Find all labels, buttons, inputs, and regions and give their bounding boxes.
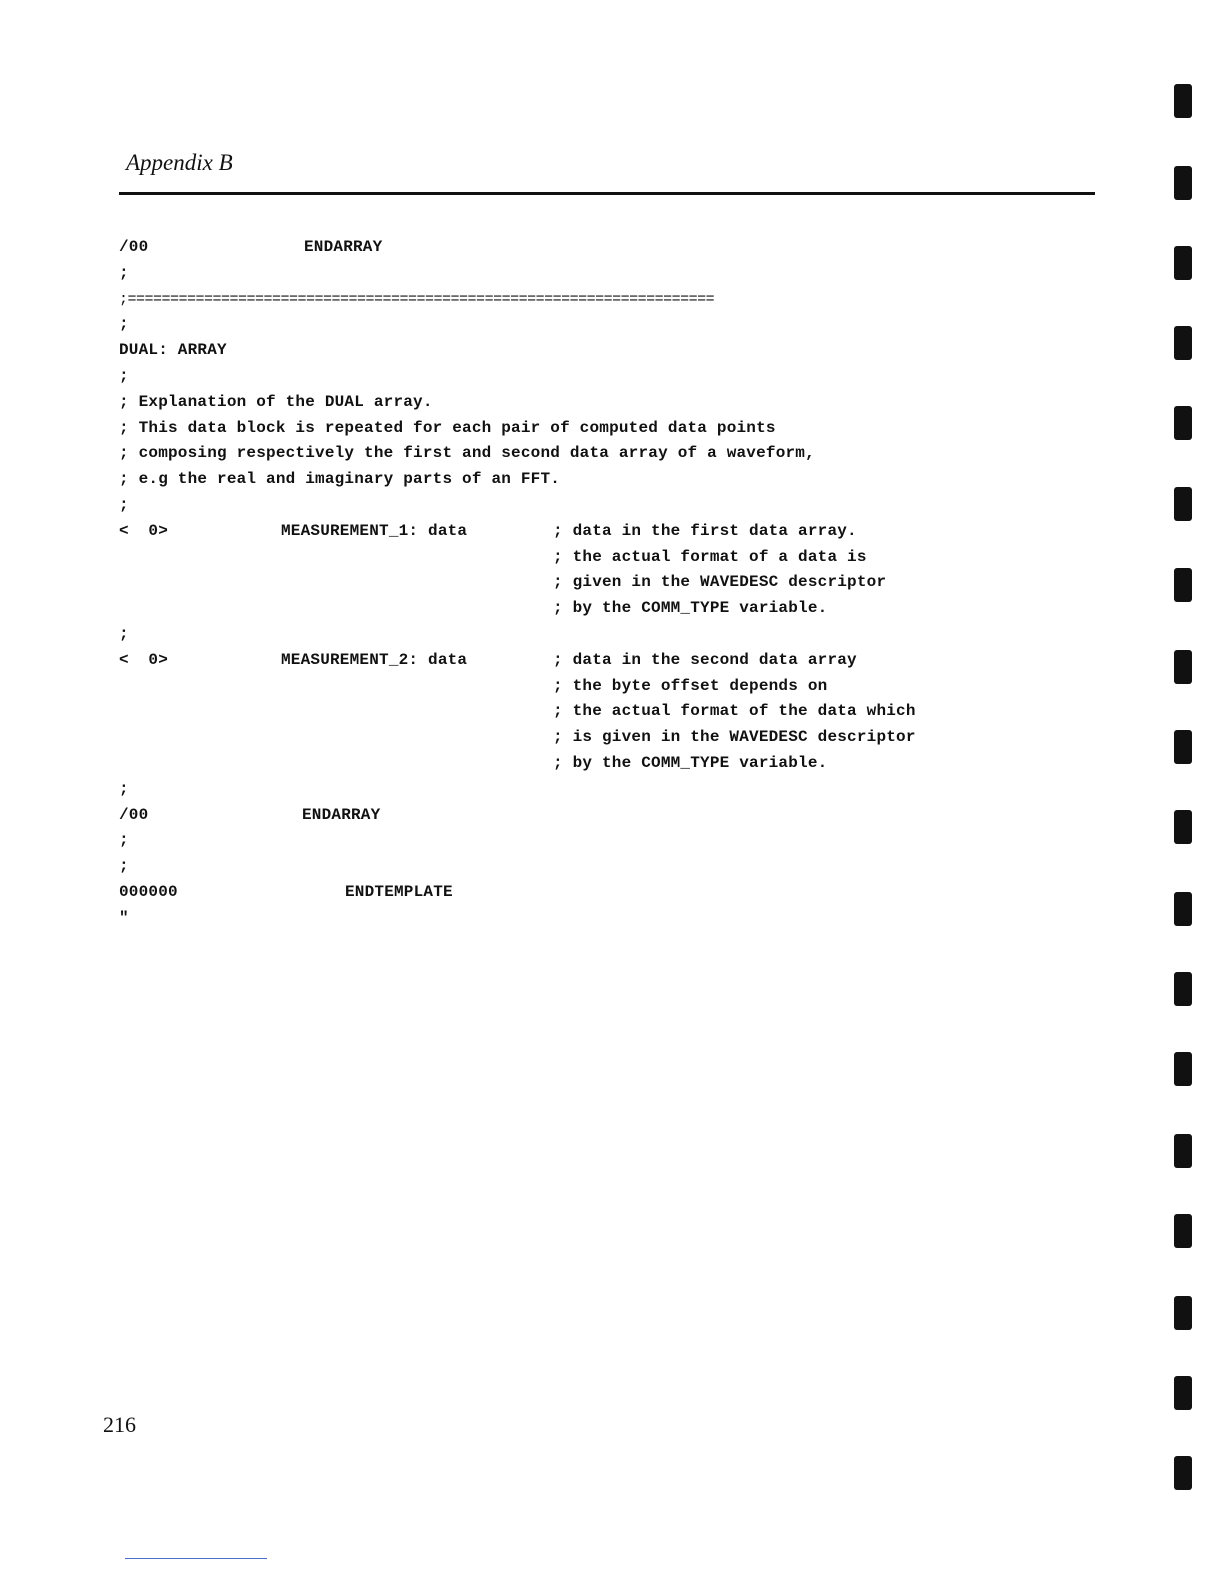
page-header-title: Appendix B (126, 150, 233, 175)
binder-punch-mark (1174, 166, 1192, 200)
code-keyword: ENDARRAY (304, 238, 383, 256)
binder-punch-mark (1174, 406, 1192, 440)
code-line (119, 287, 1069, 313)
code-field: MEASUREMENT_2: data (281, 650, 468, 669)
binder-punch-mark (1174, 326, 1192, 360)
code-line: ; (119, 495, 129, 514)
binder-punch-mark (1174, 84, 1192, 118)
header-rule (119, 192, 1095, 195)
code-line (119, 519, 1069, 545)
code-comment: ; Explanation of the DUAL array. (119, 392, 433, 411)
code-comment: ; by the COMM_TYPE variable. (553, 599, 828, 618)
code-keyword: ENDARRAY (302, 805, 381, 824)
code-address: /00 (119, 805, 149, 824)
code-line (119, 338, 1069, 364)
binder-punch-mark (1174, 568, 1192, 602)
binder-punch-mark (1174, 730, 1192, 764)
code-keyword: ENDTEMPLATE (345, 882, 453, 901)
code-line: ; (119, 831, 129, 850)
page-number: 216 (103, 1412, 136, 1437)
binder-punch-mark (1174, 1296, 1192, 1330)
binder-punch-mark (1174, 810, 1192, 844)
code-comment: ; the actual format of the data which (553, 702, 916, 721)
code-line (119, 803, 1069, 829)
bottom-link-underline (125, 1558, 267, 1559)
binder-punch-mark (1174, 972, 1192, 1006)
code-line: ; (119, 366, 129, 385)
binder-punch-mark (1174, 1134, 1192, 1168)
binder-punch-mark (1174, 1214, 1192, 1248)
code-line: ; (119, 779, 129, 798)
code-line: ; (119, 315, 129, 334)
code-comment: ; e.g the real and imaginary parts of an FFT. (119, 470, 561, 489)
code-comment: ; the actual format of a data is (553, 547, 867, 566)
code-line (119, 880, 1069, 906)
binder-punch-mark (1174, 246, 1192, 280)
code-offset: < 0> (119, 650, 169, 669)
code-address: 000000 (119, 882, 178, 901)
code-line: " (119, 908, 129, 927)
code-line (119, 648, 1069, 674)
binder-punch-mark (1174, 650, 1192, 684)
binder-punch-mark (1174, 1052, 1192, 1086)
separator-line: ;===================================================================== (119, 290, 715, 308)
array-declaration: DUAL: ARRAY (119, 341, 227, 360)
binder-punch-mark (1174, 1456, 1192, 1490)
code-line (119, 235, 1069, 261)
code-offset: < 0> (119, 521, 169, 540)
code-address: /00 (119, 238, 149, 256)
code-line: ; (119, 857, 129, 876)
binder-punch-mark (1174, 487, 1192, 521)
code-field-comment: ; data in the second data array (553, 650, 857, 669)
code-comment: ; given in the WAVEDESC descriptor (553, 573, 887, 592)
code-comment: ; This data block is repeated for each pair of computed data points (119, 418, 776, 437)
code-comment: ; is given in the WAVEDESC descriptor (553, 728, 916, 747)
code-field: MEASUREMENT_1: data (281, 521, 468, 540)
code-field-comment: ; data in the first data array. (553, 521, 857, 540)
code-listing (119, 235, 1069, 932)
code-comment: ; the byte offset depends on (553, 676, 828, 695)
code-comment: ; by the COMM_TYPE variable. (553, 753, 828, 772)
code-line: ; (119, 263, 129, 282)
binder-punch-mark (1174, 1376, 1192, 1410)
code-line: ; (119, 624, 129, 643)
code-comment: ; composing respectively the first and second data array of a waveform, (119, 444, 815, 463)
binder-punch-mark (1174, 892, 1192, 926)
